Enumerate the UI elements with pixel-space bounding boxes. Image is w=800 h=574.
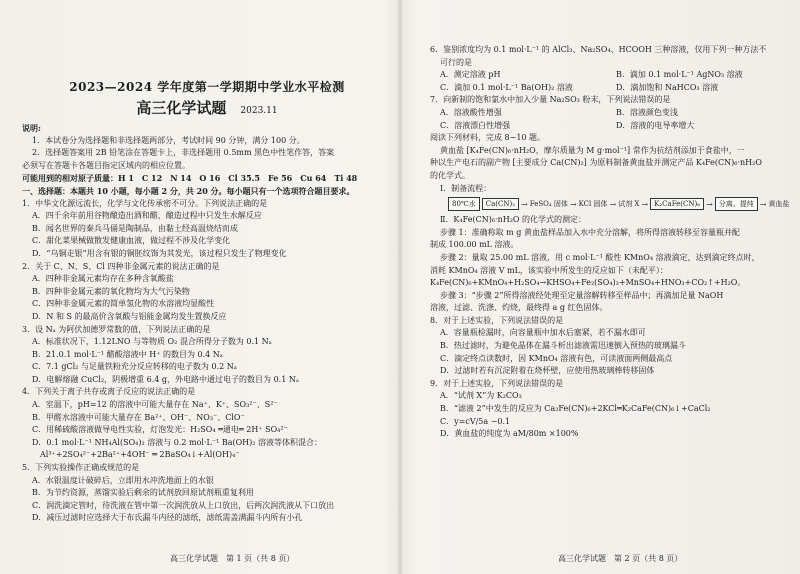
question-stem: 1．中华文化源远流长，化学与文化传承密不可分。下列说法正确的是 — [22, 198, 268, 208]
option: A．四千余年前用谷物酿造出酒和醋，酿造过程中只发生水解反应 — [32, 211, 262, 221]
option: B．闻名世界的秦兵马俑是陶制品，由黏土经高温烧结而成 — [32, 223, 238, 233]
option: C．溶液漂白性增强 — [440, 120, 511, 130]
question-stem: 7．向新制的饱和氯水中加入少量 Na₂SO₃ 粉末，下列说法错误的是 — [430, 95, 671, 105]
question-stem: 5．下列实验操作正确或规范的是 — [22, 463, 140, 473]
option: C．四种非金属元素的简单氢化物的水溶液均显酸性 — [32, 299, 215, 309]
option-row — [430, 82, 792, 95]
question-stem: 3．设 Nₐ 为阿伏加德罗常数的值，下列说法正确的是 — [22, 324, 211, 334]
question-stem: 8．对于上述实验，下列说法错误的是 — [430, 315, 564, 325]
procedure-line: 步骤 3：“步骤 2”所得溶液经处理至定量溶解转移至样品中；再滴加足量 NaOH — [440, 290, 724, 300]
option: B．溶液颜色变浅 — [616, 107, 678, 117]
procedure-line: 步骤 2：量取 25.00 mL 溶液，用 c mol·L⁻¹ 酸性 KMnO₄ 溶液滴定，达到滴定终点时， — [440, 252, 760, 262]
arrow-icon: → — [521, 199, 528, 209]
flow-product: 黄血盐 — [768, 200, 790, 209]
question-stem: 4．下列关于离子共存或离子反应的说法正确的是 — [22, 387, 196, 397]
note-line: 必须写在答题卡各题目指定区域内的相应位置。 — [22, 160, 190, 170]
procedure-line: 步骤 1：准确称取 m g 黄血盐样品加入水中充分溶解，将所得溶液转移至容量瓶并配 — [440, 227, 740, 237]
option: C．用稀硫酸溶液做导电性实验，灯泡发光：H₂SO₄ ═通电═ 2H⁺ SO₄²⁻ — [32, 425, 288, 435]
exam-title: 2023—2024 学年度第一学期期中学业水平检测 — [69, 80, 345, 94]
arrow-icon: → — [641, 199, 649, 209]
section-heading: 一、选择题：本题共 10 小题，每小题 2 分，共 20 分。每小题只有一个选项符合题目要求。 — [22, 185, 355, 196]
flow-reagent: FeSO₄ 固体 — [529, 200, 568, 209]
option: A．溶液酸性增强 — [440, 107, 502, 117]
option: C．7.1 gCl₂ 与足量铁粉充分反应转移的电子数为 0.2 Nₐ — [32, 362, 237, 372]
procedure-line: 制成 100.00 mL 溶液。 — [430, 240, 519, 250]
option: A．水银温度计破碎后，立即用水冲洗地面上的水银 — [32, 475, 214, 485]
atomic-masses: 可能用到的相对原子质量：H 1 C 12 N 14 O 16 Cl 35.5 Fe 56 Cu 64 Ti 48 — [22, 173, 358, 184]
arrow-icon: → — [759, 199, 767, 209]
subject-title: 高三化学试题 — [136, 99, 227, 117]
page-footer: 高三化学试题 第 2 页（共 8 页） — [558, 554, 683, 563]
notes-label: 说明: — [22, 123, 41, 133]
step-heading: Ⅱ．K₄Fe(CN)₆·nH₂O 的化学式的测定： — [440, 215, 587, 225]
option: C．甜化菜果械做散发健康血液，做过程不涉及化学变化 — [32, 236, 231, 246]
exam-subtitle — [22, 97, 392, 118]
option: D．过滤时若有沉淀附着在烧杯壁，应使用热玻璃棒转移固体 — [440, 366, 655, 376]
option-row — [430, 120, 792, 133]
option-equation: Al³⁺+2SO₄²⁻+2Ba²⁺+4OH⁻ ═ 2BaSO₄↓+Al(OH)₄⁻ — [40, 450, 240, 460]
question-stem-cont: 可行的是 — [440, 57, 472, 67]
reading-instruction: 阅读下列材料，完成 8~10 题。 — [430, 133, 546, 143]
page-footer: 高三化学试题 第 1 页（共 8 页） — [170, 554, 295, 563]
procedure-line: 溶液，过滤、洗涤、灼烧，最终得 a g 红色固体。 — [430, 303, 608, 313]
option: B．21.0.1 mol·L⁻¹ 醋酸溶液中 H⁺ 的数目为 0.4 Nₐ — [32, 349, 223, 359]
option: A．容量瓶检漏时，向容量瓶中加水后塞紧，若不漏水即可 — [440, 328, 646, 338]
arrow-icon: → — [706, 199, 713, 209]
exam-date: 2023.11 — [240, 106, 278, 116]
option: C．滴加 0.1 mol·L⁻¹ Ba(OH)₂ 溶液 — [440, 82, 573, 92]
option: D．溶液的电导率增大 — [616, 120, 695, 130]
option: A．“试剂 X”为 K₂CO₃ — [440, 391, 522, 401]
page-2 — [400, 0, 800, 574]
option: C．滴定终点读数时，因 KMnO₄ 溶液有色，可读液面两侧最高点 — [440, 353, 673, 363]
step-heading: Ⅰ．制备流程： — [440, 183, 492, 193]
option: A．四种非金属元素均存在多种含氧酸盐 — [32, 274, 174, 284]
note-line: 2．选择题答案用 2B 铅笔涂在答题卡上，非选择题用 0.5mm 黑色中性笔作答，答案 — [32, 148, 335, 158]
option: D．减压过滤时应选择大于布氏漏斗内径的滤纸，滤纸需盖满漏斗内所有小孔 — [32, 513, 303, 523]
option: D．N 和 S 的最高价含氧酸与铝能金属均发生置换反应 — [32, 311, 227, 321]
option: D．“乌铜走银”用含有银的铜胚纹饰为其发光，该过程只发生了物理变化 — [32, 248, 287, 258]
note-line: 1．本试卷分为选择题和非选择题两部分，考试时间 90 分钟，满分 100 分。 — [32, 135, 305, 145]
material-line: 黄血盐 [K₄Fe(CN)₆·nH₂O，摩尔质量为 M g·mol⁻¹] 常作为抗结剂添加于食盐中，一 — [440, 145, 745, 155]
question-stem: 9．对于上述实验，下列说法错误的是 — [430, 378, 564, 388]
option-row — [430, 107, 792, 120]
option: B．甲醛水溶液中可能大量存在 Ba²⁺、OH⁻、NO₃⁻、ClO⁻ — [32, 412, 245, 422]
option-row — [430, 69, 792, 82]
question-stem: 2．关于 C、N、S、Cl 四种非金属元素的说法正确的是 — [22, 261, 220, 271]
option: B．为节约资源，蒸馏实验后剩余的试剂放回原试剂瓶重复利用 — [32, 488, 254, 498]
option: D．电解熔融 CuCl₂，阴极增重 6.4 g，外电路中通过电子的数目为 0.1 Nₐ — [32, 374, 299, 384]
flow-reagent: KCl 固体 — [578, 200, 608, 209]
option: D．滴加饱和 NaHCO₃ 溶液 — [616, 82, 719, 92]
option: C．y=cV/5a −0.1 — [440, 416, 511, 426]
material-line: 的化学式。 — [430, 170, 470, 180]
option: B．四种非金属元素的氧化物均为大气污染物 — [32, 286, 190, 296]
procedure-equation: K₄Fe(CN)₆+KMnO₄+H₂SO₄→KHSO₄+Fe₂(SO₄)₃+MnSO₄+HNO₃+CO₂↑+H₂O。 — [430, 278, 746, 288]
option: A．测定溶液 pH — [440, 70, 501, 80]
option: C．润洗滴定管时，待洗液在管中第一次润洗放从上口放出，后两次润洗液从下口放出 — [32, 500, 335, 510]
process-flow-diagram — [448, 197, 792, 211]
question-stem: 6．鉴别浓度均为 0.1 mol·L⁻¹ 的 AlCl₃、Na₂SO₄、HCOOH 三种溶液，仅用下列一种方法不 — [430, 45, 767, 54]
option: A．室温下，pH=12 的溶液中可能大量存在 Na⁺、K⁺、SO₃²⁻、S²⁻ — [32, 400, 278, 410]
procedure-line: 消耗 KMnO₄ 溶液 V mL，该实验中所发生的反应如下（未配平）： — [430, 265, 668, 275]
flow-node: 分离、提纯 — [715, 197, 758, 211]
arrow-icon: → — [569, 199, 577, 209]
option: A．标准状况下，1.12LNO 与等物质 O₂ 混合所得分子数为 0.1 Nₐ — [32, 337, 272, 347]
arrow-icon: → — [609, 199, 617, 209]
flow-node: K₂CaFe(CN)₆ — [650, 198, 704, 210]
option: B．热过滤时，为避免晶体在漏斗析出滤液需迅速倒入预热的玻璃漏斗 — [440, 341, 686, 351]
option: B．滴加 0.1 mol·L⁻¹ AgNO₃ 溶液 — [616, 70, 743, 80]
option: D．0.1 mol·L⁻¹ NH₄Al(SO₄)₂ 溶液与 0.2 mol·L⁻¹ Ba(OH)₂ 溶液等体积混合： — [32, 437, 322, 447]
material-line: 种以生产电石的副产物 [主要成分 Ca(CN)₂] 为原料制备黄血盐并测定产品 K₄Fe(CN)₆·nH₂O — [430, 158, 762, 168]
flow-node: Ca(CN)₂ — [482, 198, 519, 210]
option: B．“滤液 2”中发生的反应为 Ca₂Fe(CN)₆+2KCl═K₂CaFe(CN)₆↓+CaCl₂ — [440, 404, 711, 414]
flow-node: 80℃水 — [448, 197, 480, 211]
option: D．黄血盐的纯度为 aM/80m ×100% — [440, 429, 579, 439]
flow-reagent: 试剂 X — [618, 200, 640, 209]
